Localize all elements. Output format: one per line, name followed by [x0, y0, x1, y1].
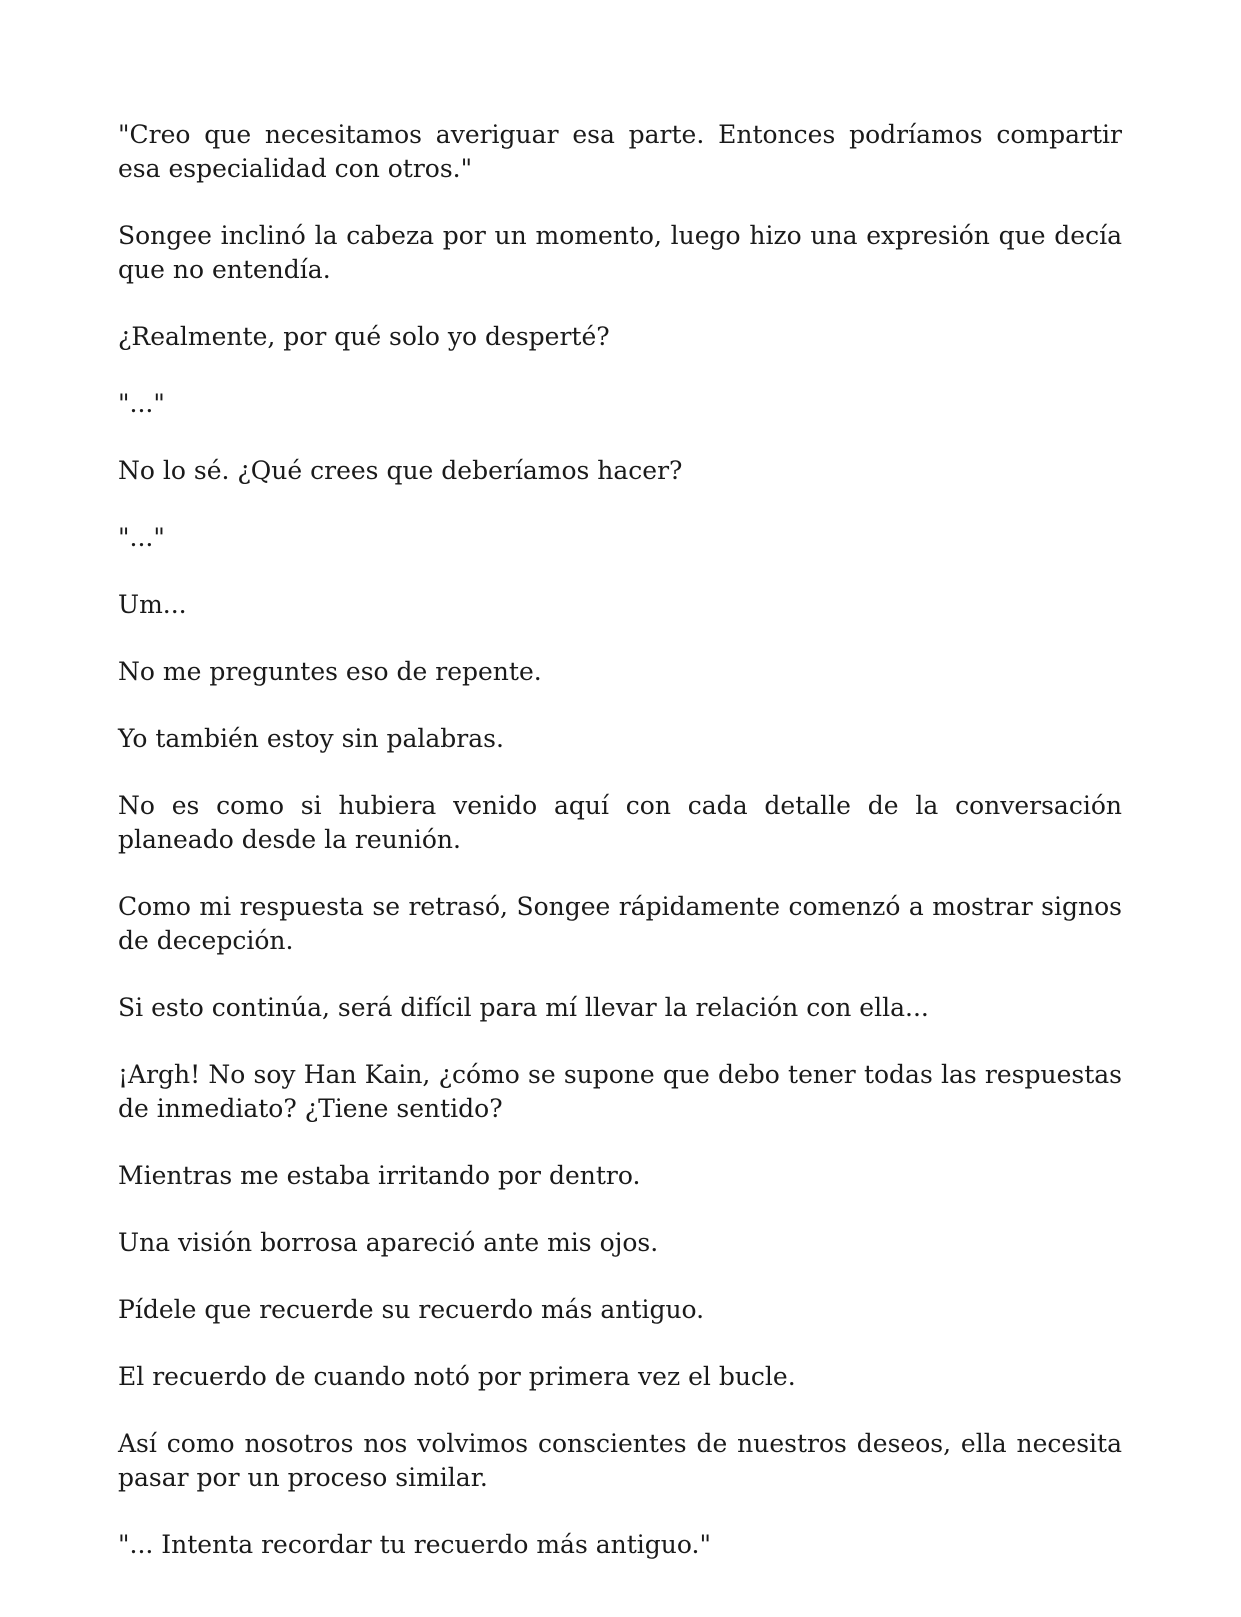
paragraph: ¿Realmente, por qué solo yo desperté?	[118, 322, 610, 351]
paragraph: Así como nosotros nos volvimos conscientes de nuestros deseos, ella necesita pasar por un proceso similar.	[118, 1429, 1122, 1492]
paragraph: "..."	[118, 523, 165, 552]
paragraph: "..."	[118, 389, 165, 418]
paragraph: Mientras me estaba irritando por dentro.	[118, 1161, 641, 1190]
paragraph: Una visión borrosa apareció ante mis ojos.	[118, 1228, 659, 1257]
paragraph: El recuerdo de cuando notó por primera vez el bucle.	[118, 1362, 796, 1391]
paragraph: No lo sé. ¿Qué crees que deberíamos hacer?	[118, 456, 683, 485]
paragraph: Um...	[118, 590, 187, 619]
paragraph: "Creo que necesitamos averiguar esa parte. Entonces podríamos compartir esa especialidad con otros."	[118, 120, 1122, 183]
paragraph: No es como si hubiera venido aquí con cada detalle de la conversación planeado desde la reunión.	[118, 791, 1122, 854]
paragraph: Pídele que recuerde su recuerdo más antiguo.	[118, 1295, 705, 1324]
paragraph: No me preguntes eso de repente.	[118, 657, 542, 686]
paragraph: Si esto continúa, será difícil para mí llevar la relación con ella...	[118, 993, 929, 1022]
paragraph: Como mi respuesta se retrasó, Songee rápidamente comenzó a mostrar signos de decepción.	[118, 892, 1122, 955]
paragraph: Yo también estoy sin palabras.	[118, 724, 504, 753]
paragraph: ¡Argh! No soy Han Kain, ¿cómo se supone que debo tener todas las respuestas de inmediato? ¿Tiene sentido?	[118, 1060, 1122, 1123]
document-body	[118, 118, 1122, 1595]
paragraph: Songee inclinó la cabeza por un momento, luego hizo una expresión que decía que no entendía.	[118, 221, 1122, 284]
paragraph: "... Intenta recordar tu recuerdo más antiguo."	[118, 1530, 711, 1559]
